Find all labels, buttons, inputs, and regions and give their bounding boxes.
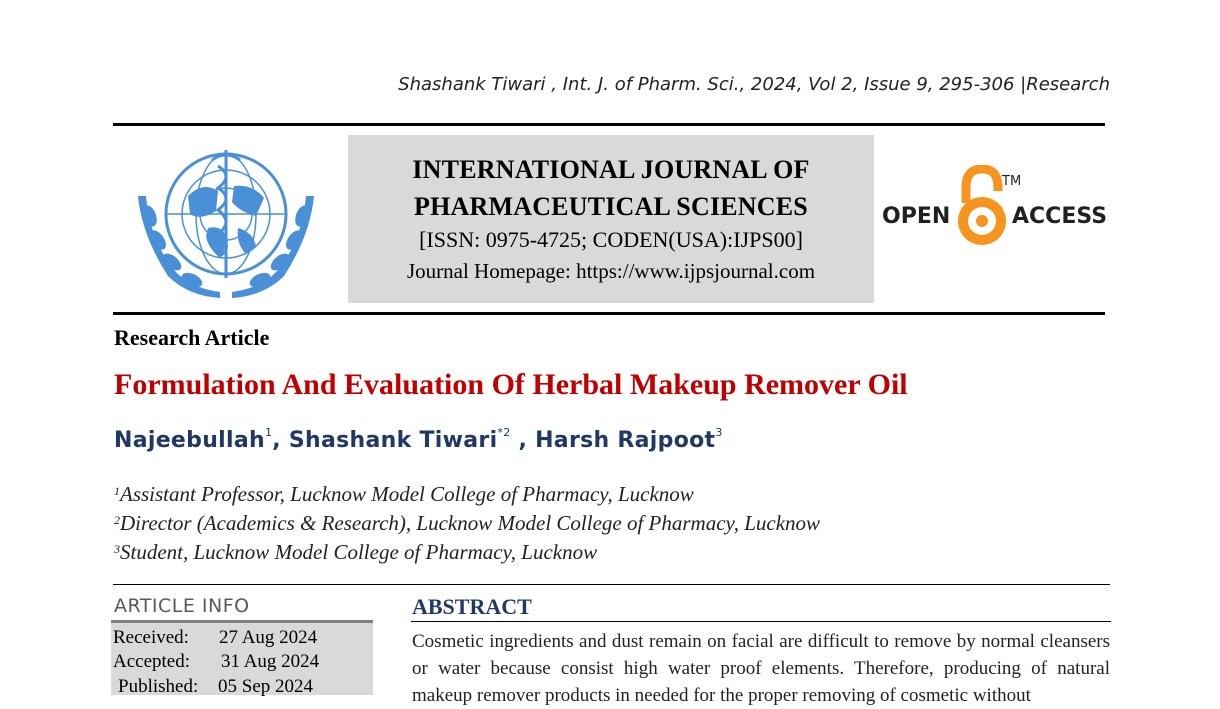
affiliation-item [114,480,820,509]
author-superscript: *2 [497,426,511,439]
who-emblem-logo [128,136,324,304]
abstract-heading: ABSTRACT [412,594,532,619]
open-access-tm: TM [1002,174,1022,189]
section-divider [113,584,1110,585]
open-access-logo [880,165,1108,253]
info-value: 27 Aug 2024 [219,627,318,648]
author-name: Shashank Tiwari [288,428,498,453]
affiliation-number: 1 [114,484,120,498]
affiliation-number: 2 [114,513,120,527]
article-title: Formulation And Evaluation Of Herbal Makeup Remover Oil [114,368,908,401]
abstract-text: Cosmetic ingredients and dust remain on facial are difficult to remove by normal cleansers or water because consist high water proof elements. Therefore, producing of natural makeup remover products in needed for the proper removing of cosmetic without [412,631,1110,706]
author-separator: , [272,428,289,453]
affiliation-text: Student, Lucknow Model College of Pharmacy, Lucknow [120,540,598,564]
open-lock-icon [958,169,1006,245]
bottom-rule [113,312,1105,315]
top-rule [113,123,1105,126]
info-value: 05 Sep 2024 [218,676,313,697]
journal-issn: [ISSN: 0975-4725; CODEN(USA):IJPS00] [419,227,803,252]
author-superscript: 1 [264,426,273,439]
article-info-row-received [113,627,318,649]
info-label: Accepted: [113,651,191,672]
journal-title-line-1: INTERNATIONAL JOURNAL OF [412,155,810,184]
info-value: 31 Aug 2024 [221,651,320,672]
affiliation-list [114,480,820,567]
running-head: Shashank Tiwari , Int. J. of Pharm. Sci., 2024, Vol 2, Issue 9, 295-306 |Research [398,74,1110,95]
author-superscript: 3 [715,426,723,439]
affiliation-number: 3 [114,542,120,556]
author-name: Najeebullah [114,428,265,453]
journal-title [348,151,874,225]
article-type: Research Article [114,325,270,350]
info-label: Received: [113,627,189,648]
abstract-rule [411,621,1111,622]
article-info-box [111,623,373,695]
article-info-row-accepted [113,651,320,673]
author-separator: , [510,428,536,453]
open-access-right-text: ACCESS [1012,204,1108,229]
author-name: Harsh Rajpoot [535,428,716,453]
affiliation-item [114,538,820,567]
affiliation-text: Assistant Professor, Lucknow Model College of Pharmacy, Lucknow [120,482,694,506]
journal-title-line-2: PHARMACEUTICAL SCIENCES [414,192,808,221]
journal-masthead [348,135,874,303]
article-info-heading: ARTICLE INFO [114,595,250,617]
affiliation-text: Director (Academics & Research), Lucknow Model College of Pharmacy, Lucknow [120,511,821,535]
info-label: Published: [118,676,199,697]
open-access-left-text: OPEN [882,204,951,229]
affiliation-item [114,509,820,538]
journal-homepage: Journal Homepage: https://www.ijpsjournal.com [406,259,816,283]
author-list [114,428,723,453]
